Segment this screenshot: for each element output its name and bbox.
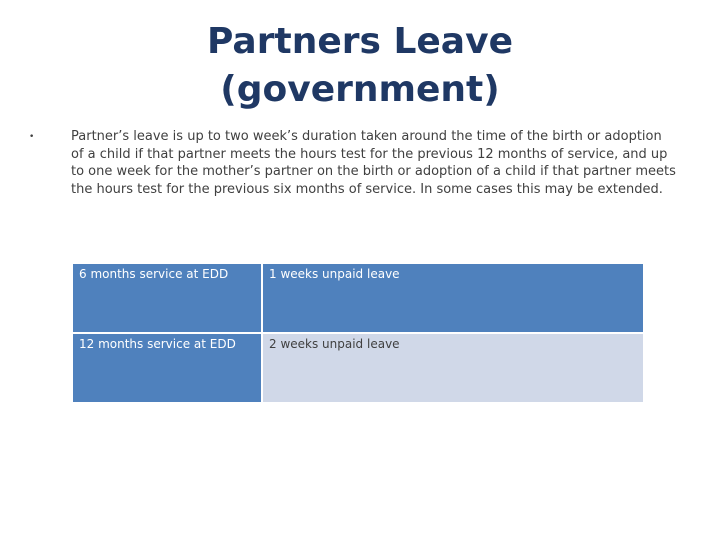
slide-title <box>150 18 570 114</box>
table-row <box>72 263 644 333</box>
slide-title-line-2: (government) <box>220 69 500 110</box>
service-cell: 6 months service at EDD <box>72 263 262 333</box>
bullet-item <box>28 128 678 198</box>
leave-cell: 2 weeks unpaid leave <box>262 333 644 403</box>
bullet-marker: • <box>29 132 35 142</box>
leave-table <box>71 262 645 404</box>
table-row <box>72 333 644 403</box>
leave-cell: 1 weeks unpaid leave <box>262 263 644 333</box>
slide-title-line-1: Partners Leave <box>207 21 513 62</box>
bullet-text: Partner’s leave is up to two week’s duration taken around the time of the birth or adoption of a child if that partner meets the hours test for the previous 12 months of service, and up to one week for the mother’s partner on the birth or adoption of a child if that partner meets the hours test for the previous six months of service. In some cases this may be extended. <box>71 129 676 197</box>
service-cell: 12 months service at EDD <box>72 333 262 403</box>
bullet-list <box>28 128 678 198</box>
